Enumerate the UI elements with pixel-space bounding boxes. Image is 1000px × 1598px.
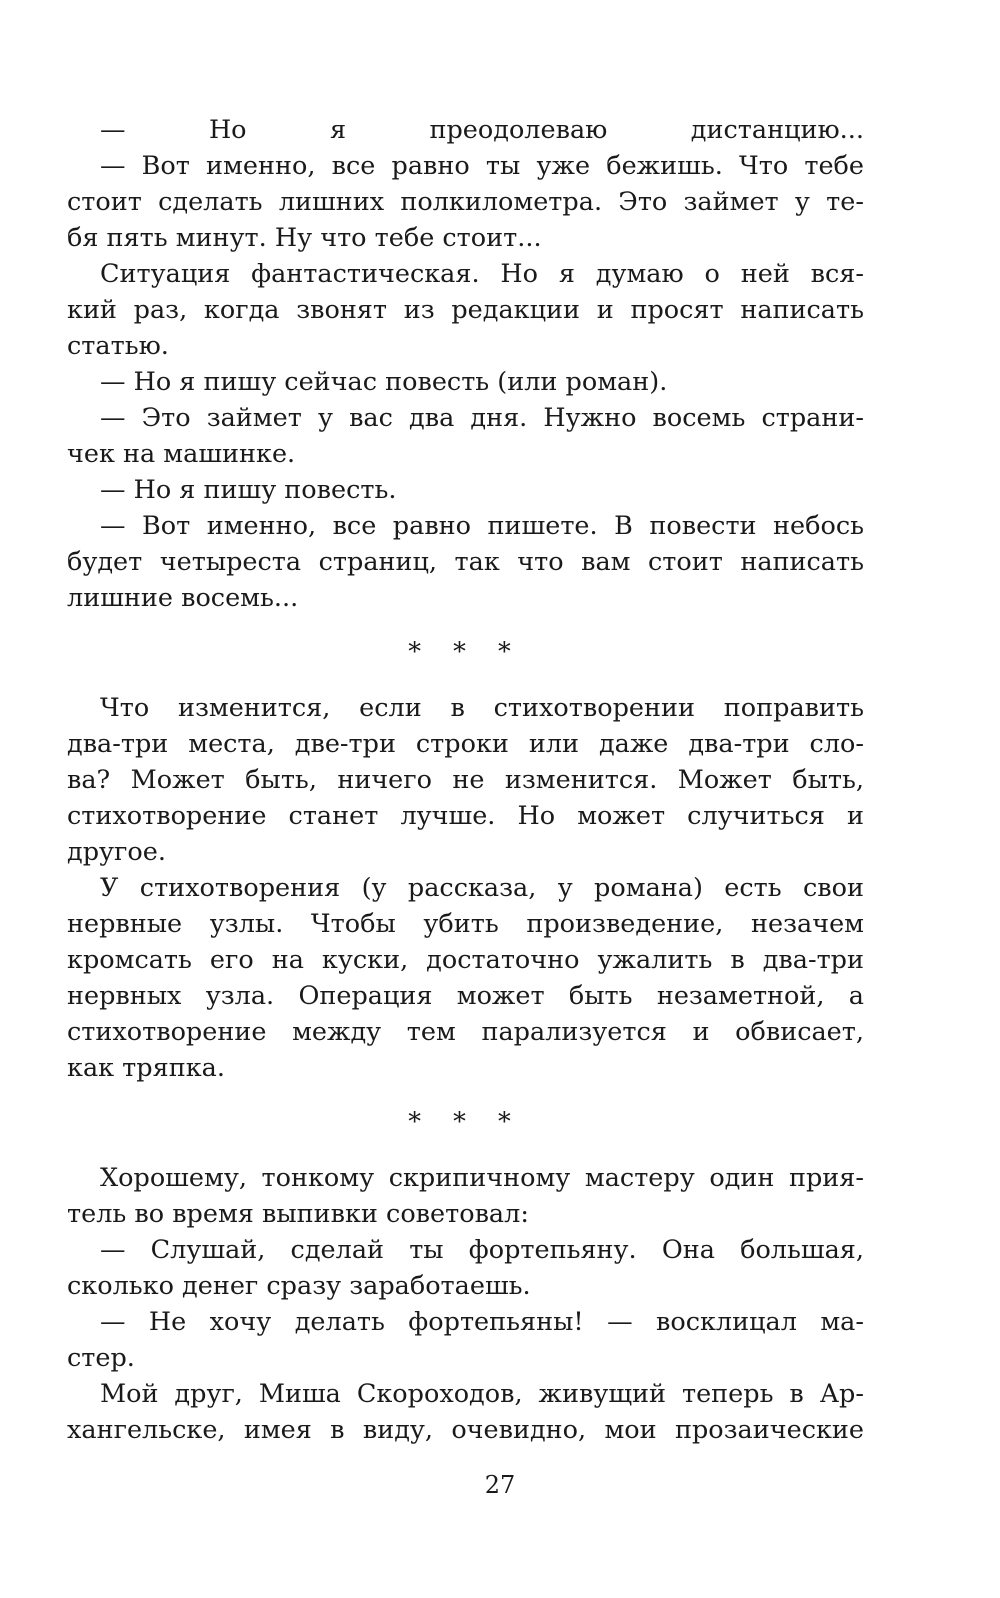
page-text — [67, 112, 864, 1448]
text-line: стихотворение станет лучше. Но может случиться и — [67, 801, 864, 831]
text-line: кромсать его на куски, достаточно ужалить в два-три — [67, 945, 864, 975]
text-line: чек на машинке. — [67, 439, 296, 469]
text-line: — Но я преодолеваю дистанцию... — [100, 115, 864, 145]
text-line: Мой друг, Миша Скороходов, живущий теперь в Ар- — [100, 1379, 864, 1409]
text-line: другое. — [67, 837, 166, 867]
text-line: — Но я пишу повесть. — [100, 475, 397, 505]
text-line: как тряпка. — [67, 1053, 225, 1083]
text-line: — Вот именно, все равно ты уже бежишь. Что тебе — [100, 151, 864, 181]
text-line: — Не хочу делать фортепьяны! — восклицал ма- — [100, 1307, 864, 1337]
text-line: Хорошему, тонкому скрипичному мастеру один прия- — [100, 1163, 864, 1193]
text-line: нервных узла. Операция может быть незаметной, а — [67, 981, 864, 1011]
text-line: Ситуация фантастическая. Но я думаю о ней вся- — [100, 259, 864, 289]
text-line: — Но я пишу сейчас повесть (или роман). — [100, 367, 668, 397]
text-line: — Вот именно, все равно пишете. В повести небось — [100, 511, 864, 541]
text-line: будет четыреста страниц, так что вам стоит написать — [67, 547, 864, 577]
text-line: — Это займет у вас два дня. Нужно восемь страни- — [100, 403, 864, 433]
text-line: кий раз, когда звонят из редакции и просят написать — [67, 295, 864, 325]
text-line: стихотворение между тем парализуется и обвисает, — [67, 1017, 864, 1047]
text-line: сколько денег сразу заработаешь. — [67, 1271, 531, 1301]
page-number: 27 — [484, 1471, 516, 1499]
text-line: статью. — [67, 331, 169, 361]
text-line: ва? Может быть, ничего не изменится. Может быть, — [67, 765, 864, 795]
text-line: лишние восемь... — [67, 583, 299, 613]
text-line: два-три места, две-три строки или даже два-три сло- — [67, 729, 864, 759]
text-line: тель во время выпивки советовал: — [67, 1199, 529, 1229]
text-line: нервные узлы. Чтобы убить произведение, незачем — [67, 909, 864, 939]
text-line: стер. — [67, 1343, 135, 1373]
text-line: хангельске, имея в виду, очевидно, мои прозаические — [67, 1415, 864, 1445]
text-line: бя пять минут. Ну что тебе стоит... — [67, 223, 542, 253]
text-line: У стихотворения (у рассказа, у романа) есть свои — [100, 873, 864, 903]
section-separator: * * * — [408, 637, 523, 667]
text-line: стоит сделать лишних полкилометра. Это займет у те- — [67, 187, 864, 217]
text-line: Что изменится, если в стихотворении поправить — [100, 693, 864, 723]
section-separator: * * * — [408, 1107, 523, 1137]
text-line: — Слушай, сделай ты фортепьяну. Она большая, — [100, 1235, 864, 1265]
